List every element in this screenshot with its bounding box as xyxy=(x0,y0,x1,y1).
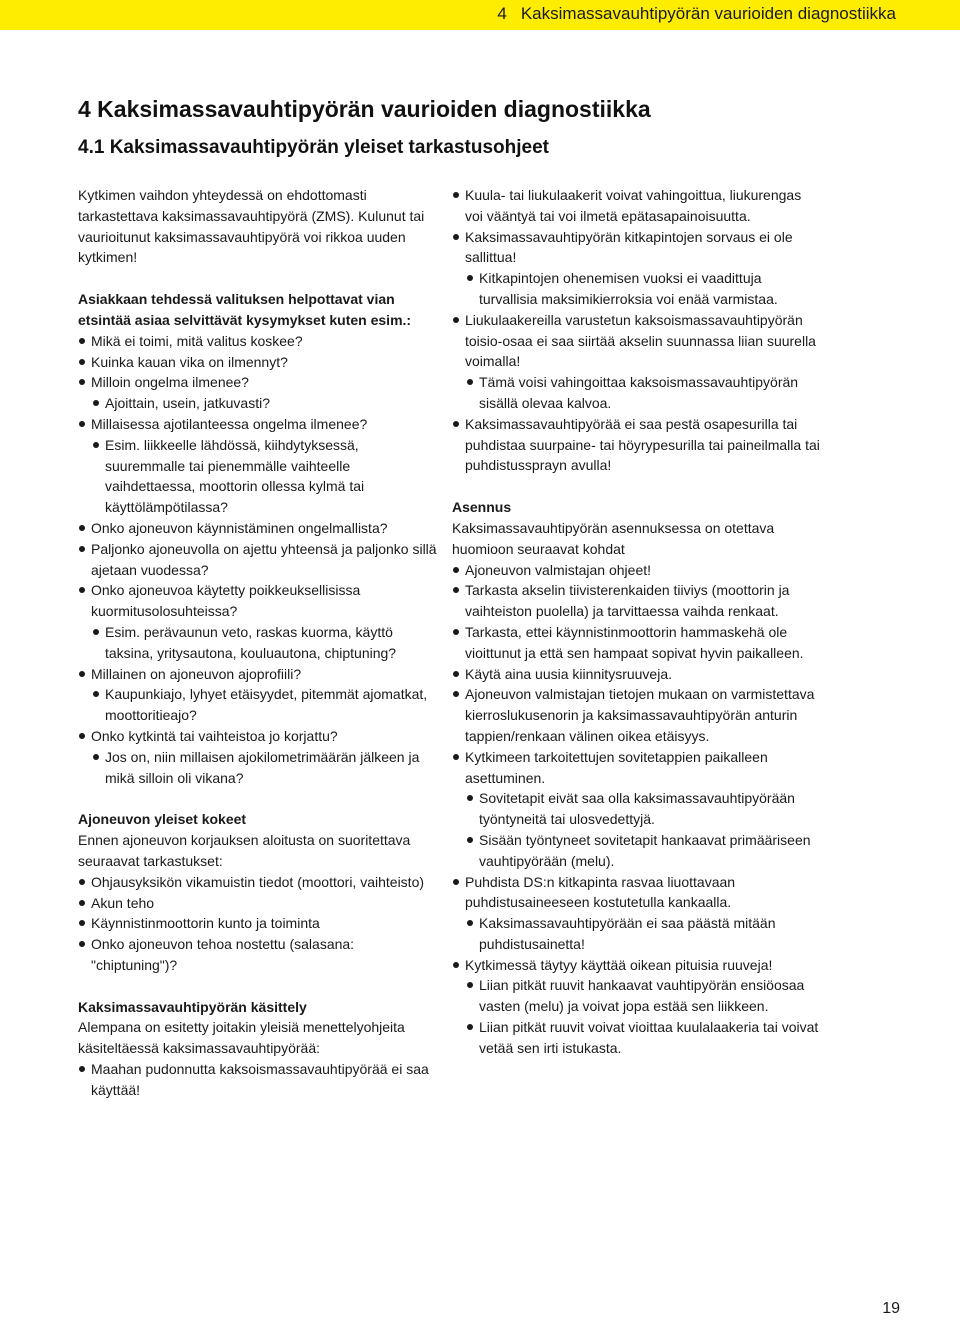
handling-intro: Alempana on esitetty joitakin yleisiä menettelyohjeita käsiteltäessä kaksimassavauhtipyörää: xyxy=(78,1019,405,1057)
list-item: Kaksimassavauhtipyörän kitkapintojen sorvaus ei ole sallittua! xyxy=(452,227,822,269)
list-item: Liukulaakereilla varustetun kaksoismassavauhtipyörän toisio-osaa ei saa siirtää akselin suunnassa liian suurella voimalla! xyxy=(452,310,822,372)
list-item: Onko ajoneuvoa käytetty poikkeuksellisissa kuormitusolosuhteissa? xyxy=(78,580,438,622)
sub-list-item: Kitkapintojen ohenemisen vuoksi ei vaadittuja turvallisia maksimikierroksia voi enää varmistaa. xyxy=(466,268,822,310)
sub-list-item: Esim. liikkeelle lähdössä, kiihdytyksessä, suuremmalle tai pienemmälle vaihteelle vaihdettaessa, moottorin ollessa kylmä tai käyttölämpötilassa? xyxy=(92,435,438,518)
list-item: Ohjausyksikön vikamuistin tiedot (moottori, vaihteisto) xyxy=(78,872,438,893)
install-intro: Kaksimassavauhtipyörän asennuksessa on otettava huomioon seuraavat kohdat xyxy=(452,519,775,557)
list-item: Käytä aina uusia kiinnitysruuveja. xyxy=(452,664,822,685)
list-item: Onko ajoneuvon käynnistäminen ongelmallista? xyxy=(78,518,438,539)
page-number: 19 xyxy=(882,1300,900,1317)
list-item: Millaisessa ajotilanteessa ongelma ilmenee? xyxy=(78,414,438,435)
list-item: Tarkasta akselin tiivisterenkaiden tiiviys (moottorin ja vaihteiston puolella) ja tarvittaessa vaihda renkaat. xyxy=(452,580,822,622)
list-item: Kuinka kauan vika on ilmennyt? xyxy=(78,352,438,373)
list-item: Kuula- tai liukulaakerit voivat vahingoittua, liukurengas voi vääntyä tai voi ilmetä epätasapainoisuutta. xyxy=(452,185,822,227)
tests-list xyxy=(78,872,438,976)
intro-paragraph: Kytkimen vaihdon yhteydessä on ehdottomasti tarkastettava kaksimassavauhtipyörä (ZMS). Kulunut tai vaurioitunut kaksimassavauhtipyörä voi rikkoa uuden kytkimen! xyxy=(78,187,425,266)
questions-list xyxy=(78,331,438,789)
sub-list-item: Kaupunkiajo, lyhyet etäisyydet, pitemmät ajomatkat, moottoritieajo? xyxy=(92,684,438,726)
running-header xyxy=(497,4,896,24)
sub-list-item: Liian pitkät ruuvit hankaavat vauhtipyörän ensiöosaa vasten (melu) ja voivat jopa estää sen liikkeen. xyxy=(466,975,822,1017)
sub-list-item: Sovitetapit eivät saa olla kaksimassavauhtipyörään työntyneitä tai ulosvedettyjä. xyxy=(466,788,822,830)
install-list xyxy=(452,560,822,1059)
handling-list-continued xyxy=(452,185,822,476)
list-item: Kytkimeen tarkoitettujen sovitetappien paikalleen asettuminen. xyxy=(452,747,822,789)
header-bar xyxy=(0,0,960,30)
list-item: Kytkimessä täytyy käyttää oikean pituisia ruuveja! xyxy=(452,955,822,976)
list-item: Käynnistinmoottorin kunto ja toiminta xyxy=(78,913,438,934)
list-item: Onko ajoneuvon tehoa nostettu (salasana: "chiptuning")? xyxy=(78,934,438,976)
install-heading: Asennus xyxy=(452,499,512,516)
header-chapter-title: Kaksimassavauhtipyörän vaurioiden diagnostiikka xyxy=(520,4,896,23)
questions-heading: Asiakkaan tehdessä valituksen helpottavat vian etsintää asiaa selvittävät kysymykset kuten esim.: xyxy=(78,291,412,328)
sub-list-item: Tämä voisi vahingoittaa kaksoismassavauhtipyörän sisällä olevaa kalvoa. xyxy=(466,372,822,414)
list-item: Akun teho xyxy=(78,893,438,914)
sub-list-item: Jos on, niin millaisen ajokilometrimäärän jälkeen ja mikä silloin oli vikana? xyxy=(92,747,438,789)
sub-list-item: Ajoittain, usein, jatkuvasti? xyxy=(92,393,438,414)
section-title: 4.1 Kaksimassavauhtipyörän yleiset tarkastusohjeet xyxy=(78,137,550,158)
list-item: Onko kytkintä tai vaihteistoa jo korjattu? xyxy=(78,726,438,747)
header-chapter-number: 4 xyxy=(497,4,507,23)
sub-list-item: Esim. perävaunun veto, raskas kuorma, käyttö taksina, yritysautona, kouluautona, chiptuning? xyxy=(92,622,438,664)
list-item: Kaksimassavauhtipyörää ei saa pestä osapesurilla tai puhdistaa suurpaine- tai höyrypesurilla tai paineilmalla tai puhdistussprayn avulla! xyxy=(452,414,822,476)
sub-list-item: Liian pitkät ruuvit voivat vioittaa kuulalaakeria tai voivat vetää sen irti istukasta. xyxy=(466,1017,822,1059)
sub-list-item: Sisään työntyneet sovitetapit hankaavat primääriseen vauhtipyörään (melu). xyxy=(466,830,822,872)
sub-list-item: Kaksimassavauhtipyörään ei saa päästä mitään puhdistusainetta! xyxy=(466,913,822,955)
list-item: Ajoneuvon valmistajan tietojen mukaan on varmistettava kierroslukusenorin ja kaksimassavauhtipyörän anturin tappien/renkaan välinen oikea etäisyys. xyxy=(452,684,822,746)
list-item: Puhdista DS:n kitkapinta rasvaa liuottavaan puhdistusaineeseen kostutetulla kankaalla. xyxy=(452,872,822,914)
list-item: Paljonko ajoneuvolla on ajettu yhteensä ja paljonko sillä ajetaan vuodessa? xyxy=(78,539,438,581)
tests-heading: Ajoneuvon yleiset kokeet xyxy=(78,811,247,828)
list-item: Maahan pudonnutta kaksoismassavauhtipyörää ei saa käyttää! xyxy=(78,1059,438,1101)
list-item: Mikä ei toimi, mitä valitus koskee? xyxy=(78,331,438,352)
list-item: Millainen on ajoneuvon ajoprofiili? xyxy=(78,664,438,685)
right-column xyxy=(452,185,822,1059)
list-item: Tarkasta, ettei käynnistinmoottorin hammaskehä ole vioittunut ja että sen hampaat sopivat hyvin paikalleen. xyxy=(452,622,822,664)
page-title: 4 Kaksimassavauhtipyörän vaurioiden diagnostiikka xyxy=(78,96,651,122)
list-item: Ajoneuvon valmistajan ohjeet! xyxy=(452,560,822,581)
list-item: Milloin ongelma ilmenee? xyxy=(78,372,438,393)
handling-heading: Kaksimassavauhtipyörän käsittely xyxy=(78,998,307,1015)
tests-intro: Ennen ajoneuvon korjauksen aloitusta on suoritettava seuraavat tarkastukset: xyxy=(78,832,411,869)
handling-list xyxy=(78,1059,438,1101)
left-column xyxy=(78,185,438,1101)
